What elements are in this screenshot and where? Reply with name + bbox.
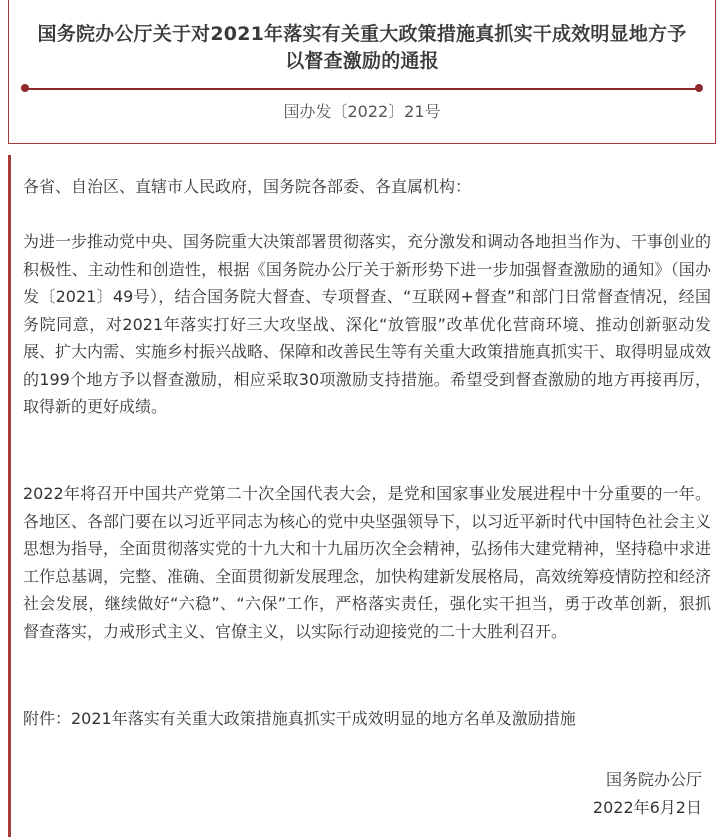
document-header xyxy=(8,0,716,144)
document-title: 国务院办公厅关于对2021年落实有关重大政策措施真抓实干成效明显地方予以督查激励的通报 xyxy=(37,23,687,72)
divider-right-dot xyxy=(695,84,703,92)
body-paragraph-1: 为进一步推动党中央、国务院重大决策部署贯彻落实，充分激发和调动各地担当作为、干事创业的积极性、主动性和创造性，根据《国务院办公厅关于新形势下进一步加强督查激励的通知》（国办发〔2021〕49号），结合国务院大督查、专项督查、“互联网+督查”和部门日常督查情况，经国务院同意，对2021年落实打好三大攻坚战、深化“放管服”改革优化营商环境、推动创新驱动发展、扩大内需、实施乡村振兴战略、保障和改善民生等有关重大政策措施真抓实干、取得明显成效的199个地方予以督查激励，相应采取30项激励支持措施。希望受到督查激励的地方再接再厉，取得新的更好成绩。 xyxy=(23,232,712,416)
salutation: 各省、自治区、直辖市人民政府，国务院各部委、各直属机构： xyxy=(23,177,472,196)
attachment-note: 附件：2021年落实有关重大政策措施真抓实干成效明显的地方名单及激励措施 xyxy=(23,709,576,728)
document-number: 国办发〔2022〕21号 xyxy=(283,102,441,121)
signature-date: 2022年6月2日 xyxy=(592,798,702,817)
signature-organization: 国务院办公厅 xyxy=(605,770,702,789)
body-paragraph-2: 2022年将召开中国共产党第二十次全国代表大会，是党和国家事业发展进程中十分重要的一年。各地区、各部门要在以习近平同志为核心的党中央坚强领导下，以习近平新时代中国特色社会主义思想为指导，全面贯彻落实党的十九大和十九届历次全会精神，弘扬伟大建党精神，坚持稳中求进工作总基调，完整、准确、全面贯彻新发展理念，加快构建新发展格局，高效统筹疫情防控和经济社会发展，继续做好“六稳”、“六保”工作，严格落实责任，强化实干担当，勇于改革创新，狠抓督查落实，力戒形式主义、官僚主义，以实际行动迎接党的二十大胜利召开。 xyxy=(23,484,712,641)
header-divider xyxy=(25,88,699,90)
document-body xyxy=(8,155,716,837)
